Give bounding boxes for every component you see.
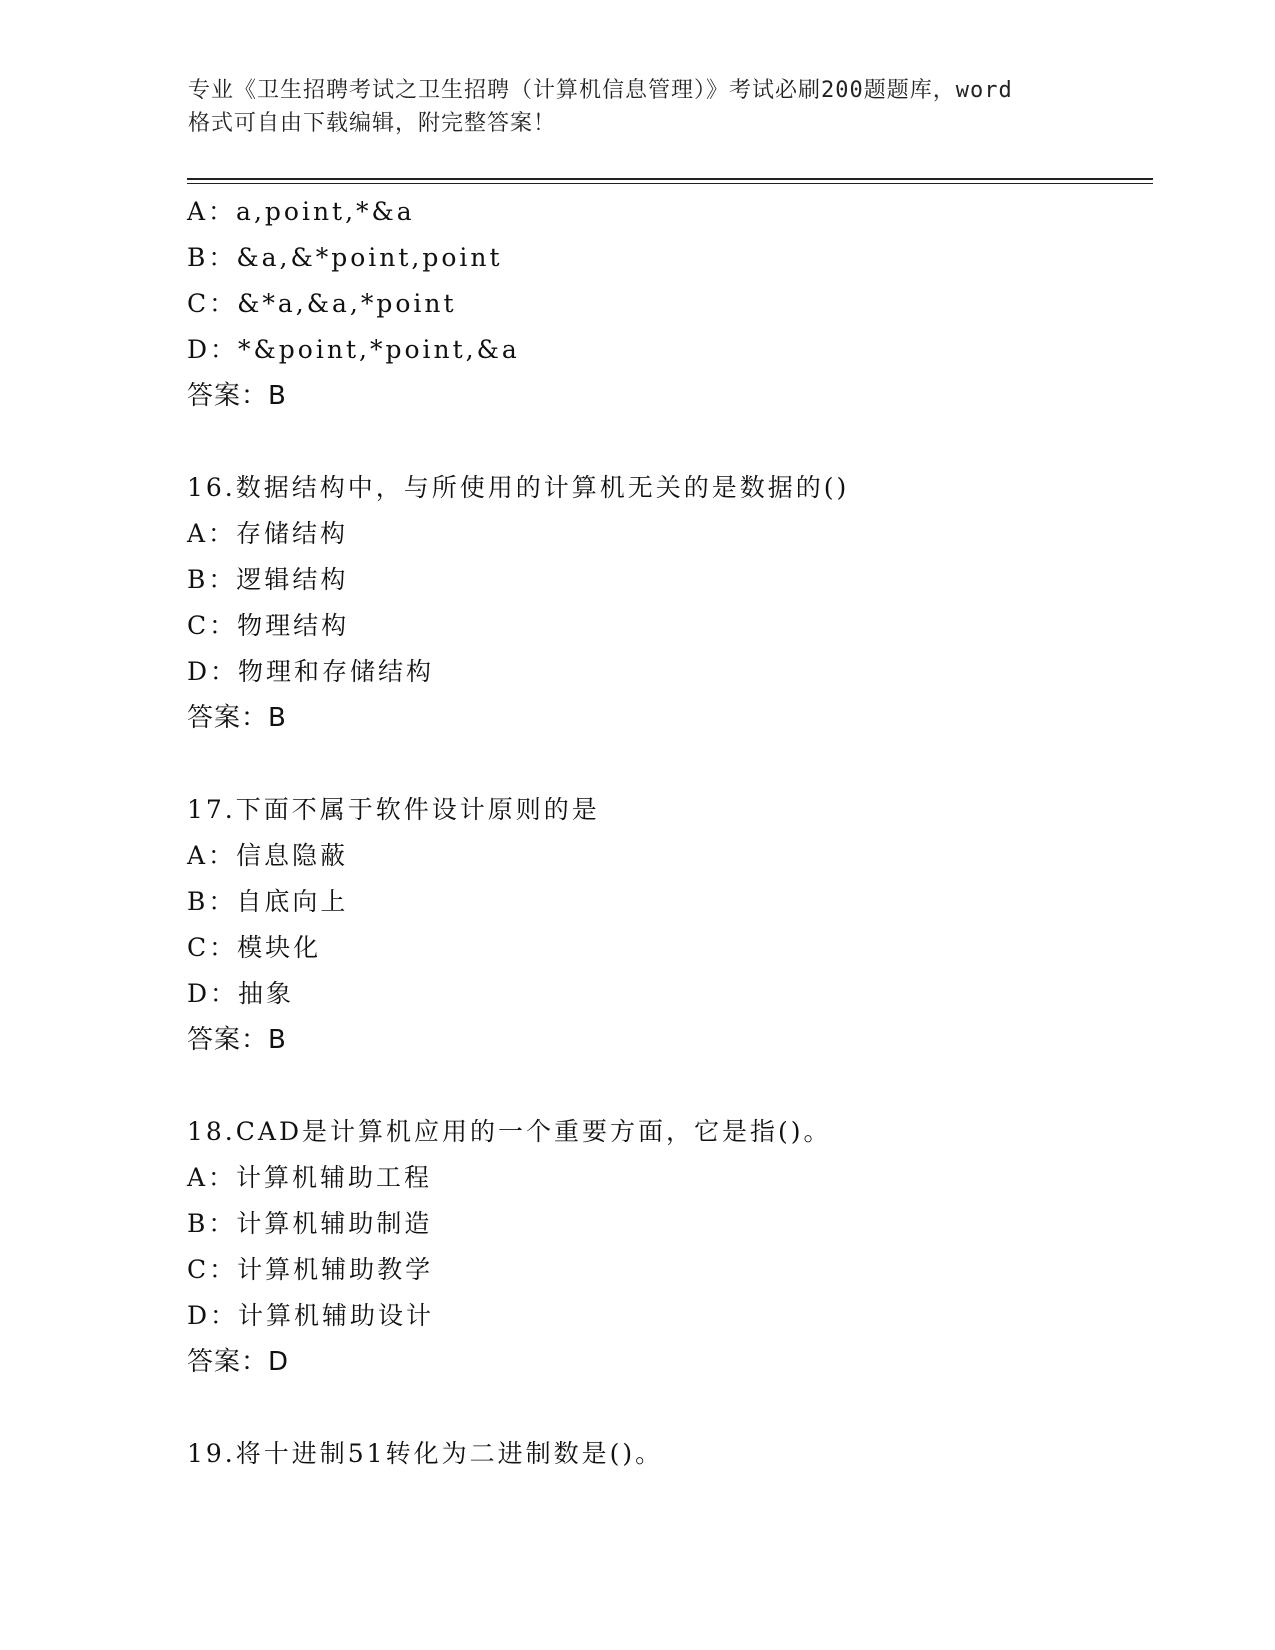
header-divider [187, 178, 1153, 184]
question-block-16 [187, 465, 1147, 741]
option-c: C：物理结构 [187, 611, 350, 640]
question-text: 16.数据结构中，与所使用的计算机无关的是数据的() [187, 473, 850, 502]
option-a: A：存储结构 [187, 519, 349, 548]
header-line-2: 格式可自由下载编辑，附完整答案！ [188, 111, 557, 136]
question-block-15 [187, 189, 1147, 419]
option-b: B：&a,&*point,point [187, 243, 503, 272]
option-a: A：计算机辅助工程 [187, 1163, 433, 1192]
option-c: C：计算机辅助教学 [187, 1255, 434, 1284]
answer-line: 答案：B [187, 1025, 287, 1055]
option-d: D：物理和存储结构 [187, 657, 435, 686]
answer-line: 答案：B [187, 381, 287, 411]
question-list [187, 189, 1147, 1477]
option-a: A：信息隐蔽 [187, 841, 349, 870]
spacer [187, 419, 1147, 465]
option-c: C：&*a,&a,*point [187, 289, 457, 318]
document-header [188, 74, 1088, 140]
answer-line: 答案：B [187, 703, 287, 733]
question-text: 19.将十进制51转化为二进制数是()。 [187, 1439, 664, 1468]
question-block-19 [187, 1431, 1147, 1477]
option-b: B：逻辑结构 [187, 565, 349, 594]
option-b: B：自底向上 [187, 887, 349, 916]
option-a: A：a,point,*&a [187, 197, 415, 226]
question-text: 18.CAD是计算机应用的一个重要方面，它是指()。 [187, 1117, 832, 1146]
question-text: 17.下面不属于软件设计原则的是 [187, 795, 600, 824]
spacer [187, 741, 1147, 787]
question-block-18 [187, 1109, 1147, 1385]
header-line-1: 专业《卫生招聘考试之卫生招聘（计算机信息管理）》考试必刷200题题库，word [188, 78, 1013, 103]
question-block-17 [187, 787, 1147, 1063]
option-d: D：抽象 [187, 979, 295, 1008]
option-b: B：计算机辅助制造 [187, 1209, 433, 1238]
option-d: D：计算机辅助设计 [187, 1301, 435, 1330]
answer-line: 答案：D [187, 1347, 290, 1377]
option-d: D：*&point,*point,&a [187, 335, 520, 364]
spacer [187, 1385, 1147, 1431]
option-c: C：模块化 [187, 933, 322, 962]
spacer [187, 1063, 1147, 1109]
